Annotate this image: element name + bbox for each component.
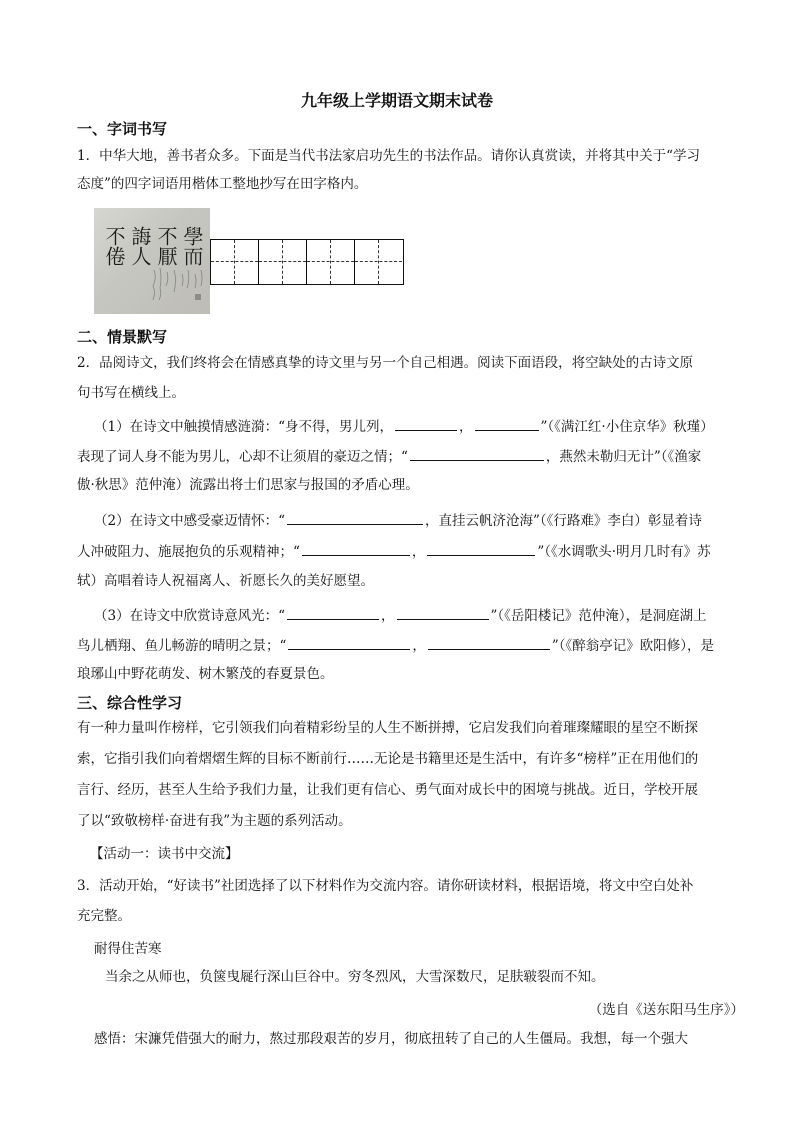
calligraphy-col-2: 不厭: [154, 226, 178, 266]
q2-item-2-line-1: （2）在诗文中感受豪迈情怀：“ ，直挂云帆济沧海”（《行路难》李白）彰显着诗: [94, 510, 702, 530]
grid-cell[interactable]: [355, 240, 403, 284]
q2-item-3-line-1: （3）在诗文中欣赏诗意风光：“ ， ”（《岳阳楼记》范仲淹），是洞庭湖上: [94, 605, 707, 625]
material-subtitle: 耐得住苦寒: [94, 941, 162, 957]
intro-line-3: 言行、经历，甚至人生给予我们力量，让我们更有信心、勇气面对成长中的困境与挑战。近日，学校开展: [77, 782, 698, 798]
grid-cell[interactable]: [211, 240, 259, 284]
q3-line-2: 充完整。: [77, 908, 131, 924]
calligraphy-col-3: 誨人: [128, 226, 152, 266]
reflection-line: 感悟：宋濂凭借强大的耐力，熬过那段艰苦的岁月，彻底扭转了自己的人生僵局。我想，每一个强大: [94, 1031, 688, 1047]
material-source: （选自《送东阳马生序》）: [588, 1002, 744, 1018]
q2-item-1-line-1: （1）在诗文中触摸情感涟漪：“身不得，男儿列， ， ”（《满江红·小住京华》秋瑾）: [94, 416, 714, 436]
intro-line-2: 索，它指引我们向着熠熠生辉的目标不断前行……无论是书籍里还是生活中，有许多“榜样”正在用他们的: [77, 751, 699, 767]
grid-cell[interactable]: [259, 240, 307, 284]
q1-line-1: 1．中华大地，善书者众多。下面是当代书法家启功先生的书法作品。请你认真赏读，并将其中关于“学习: [77, 148, 700, 164]
calligraphy-col-1: 學而: [180, 226, 204, 266]
section-2-heading: 二、情景默写: [77, 328, 168, 346]
q2-line-2: 句书写在横线上。: [77, 385, 185, 401]
page-title: 九年级上学期语文期末试卷: [300, 91, 493, 110]
answer-blank[interactable]: [410, 446, 544, 461]
answer-blank[interactable]: [395, 416, 457, 431]
calligraphy-image: [94, 208, 210, 314]
q2-item-2-line-2: 人冲破阻力、施展抱负的乐观精神；“ ， ”（《水调歌头·明月几时有》苏: [77, 541, 711, 561]
answer-blank[interactable]: [397, 605, 489, 620]
q2-item-3-line-2: 鸟儿栖翔、鱼儿畅游的晴明之景；“ ， ”（《醉翁亭记》欧阳修），是: [77, 635, 714, 655]
q3-line-1: 3．活动开始，“好读书”社团选择了以下材料作为交流内容。请你研读材料，根据语境，将文中空白处补: [77, 878, 694, 894]
answer-blank[interactable]: [287, 510, 423, 525]
q2-item-3-line-3: 琅琊山中野花萌发、树木繁茂的春夏景色。: [77, 666, 334, 682]
section-3-heading: 三、综合性学习: [77, 694, 183, 712]
section-1-heading: 一、字词书写: [77, 120, 168, 138]
grid-cell[interactable]: [307, 240, 355, 284]
answer-blank[interactable]: [288, 635, 410, 650]
answer-blank[interactable]: [428, 635, 550, 650]
calligraphy-col-4: 不倦: [102, 226, 126, 266]
calligraphy-inscription: [153, 268, 202, 300]
q2-item-1-line-2: 表现了词人身不能为男儿，心却不让须眉的豪迈之情；“ ，燕然未勒归无计”（《渔家: [77, 446, 701, 466]
material-quote: 当余之从师也，负箧曳屣行深山巨谷中。穷冬烈风，大雪深数尺，足肤皲裂而不知。: [105, 969, 605, 985]
answer-blank[interactable]: [302, 541, 410, 556]
answer-blank[interactable]: [427, 541, 535, 556]
tianzige-writing-grid[interactable]: [210, 239, 404, 285]
answer-blank[interactable]: [287, 605, 379, 620]
intro-line-4: 了以“致敬榜样·奋进有我”为主题的系列活动。: [77, 813, 352, 829]
q1-line-2: 态度”的四字词语用楷体工整地抄写在田字格内。: [77, 176, 368, 192]
q2-item-1-line-3: 傲·秋思》范仲淹）流露出将士们思家与报国的矛盾心理。: [77, 477, 419, 493]
q2-line-1: 2．品阅诗文，我们终将会在情感真挚的诗文里与另一个自己相遇。阅读下面语段，将空缺处的古诗文原: [77, 355, 694, 371]
answer-blank[interactable]: [475, 416, 539, 431]
activity-1-label: 【活动一：读书中交流】: [90, 846, 239, 862]
q2-item-2-line-3: 轼）高唱着诗人祝福离人、祈愿长久的美好愿望。: [77, 573, 374, 589]
intro-line-1: 有一种力量叫作榜样，它引领我们向着精彩纷呈的人生不断拼搏，它启发我们向着璀璨耀眼的星空不断探: [77, 720, 698, 736]
